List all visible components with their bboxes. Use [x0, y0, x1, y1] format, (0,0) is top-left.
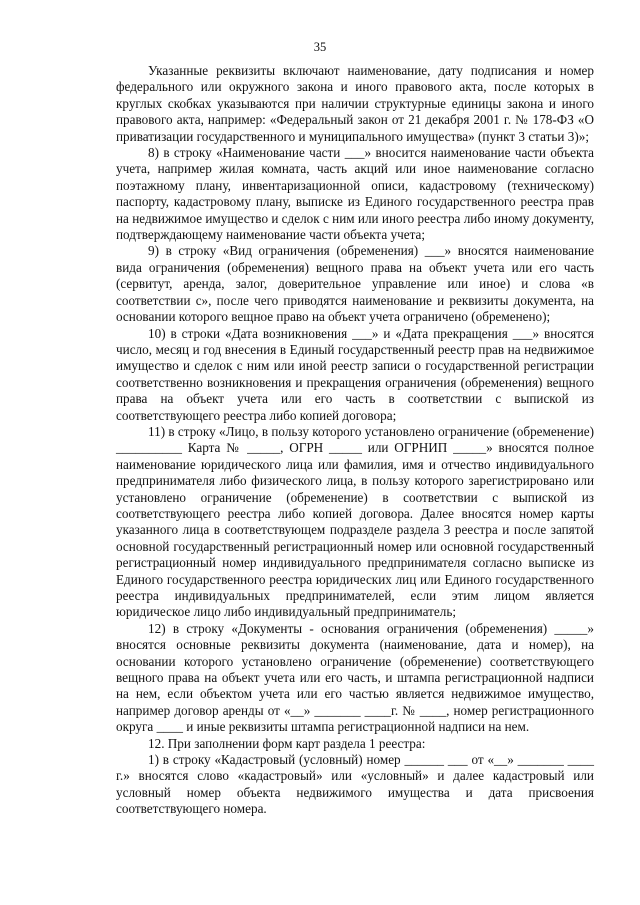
paragraph-item-8: 8) в строку «Наименование части ___» вносится наименование части объекта учета, например жилая комната, часть акций или иное наименование согласно поэтажному плану, инвентаризационной описи, кадастровому (техническому) паспорту, кадастровому плану, выписке из Единого государственного реестра прав на недвижимое имущество и сделок с ним или иного реестра либо иному документу, подтверждающему наименование части объекта учета; [116, 145, 595, 243]
paragraph-item-9: 9) в строку «Вид ограничения (обременения) ___» вносятся наименование вида ограничения (обременения) вещного права на объект учета или его часть (сервитут, аренда, залог, доверительное управление или иное) и слова «в соответствии с», после чего приводятся наименование и реквизиты документа, на основании которого вещное право на объект учета ограничено (обременено); [116, 243, 594, 325]
paragraph-section-12: 12. При заполнении форм карт раздела 1 реестра: [148, 735, 426, 751]
paragraph-requisites: Указанные реквизиты включают наименование, дату подписания и номер федерального или окружного закона и иного правового акта, после которых в круглых скобках указываются при наличии структурные единицы закона и иного правового акта, например: «Федеральный закон от 21 декабря 2001 г. № 178-ФЗ «О приватизации государственного и муниципального имущества» (пункт 3 статьи 3)»; [116, 63, 594, 144]
document-body [116, 63, 594, 818]
page-number: 35 [313, 40, 327, 54]
paragraph-item-12: 12) в строку «Документы - основания ограничения (обременения) _____» вносятся основные реквизиты документа (наименование, дата и номер), на основании которого установлено ограничение (обременение) соответствующего вещного права на объект учета или его часть, и штампа регистрационной надписи на нем, если объектом учета или его частью является недвижимое имущество, например договор аренды от «__» _______ ____г. № ____, номер регистрационного округа ____ и иные реквизиты штампа регистрационной надписи на нем. [116, 620, 594, 735]
paragraph-item-10: 10) в строки «Дата возникновения ___» и «Дата прекращения ___» вносятся число, месяц и год внесения в Единый государственный реестр прав на недвижимое имущество и сделок с ним или иной реестр записи о государственной регистрации соответственно возникновения и прекращения ограничения (обременения) вещного права на объект учета или его часть в соответствии с выпиской из соответствующего реестра либо копией договора; [116, 325, 594, 423]
paragraph-subitem-1: 1) в строку «Кадастровый (условный) номер ______ ___ от «__» _______ ____ г.» вносятся слово «кадастровый» или «условный» и далее кадастровый или условный номер объекта недвижимого имущества и дата присвоения соответствующего номера. [116, 752, 594, 817]
paragraph-item-11: 11) в строку «Лицо, в пользу которого установлено ограничение (обременение) __________ Карта № _____, ОГРН _____ или ОГРНИП _____» вносятся полное наименование юридического лица или фамилия, имя и отчество индивидуального предпринимателя либо физического лица, в пользу которого зарегистрировано или установлено ограничение (обременение) в соответствии с выпиской из соответствующего реестра либо копией договора. Далее вносятся номер карты указанного лица в соответствующем подразделе раздела 3 реестра и после запятой основной государственный регистрационный номер или основной государственный регистрационный номер индивидуального предпринимателя согласно выписке из Единого государственного реестра юридических лиц или Единого государственного реестра индивидуальных предпринимателей, если этим лицом является юридическое лицо либо индивидуальный предприниматель; [116, 423, 594, 620]
